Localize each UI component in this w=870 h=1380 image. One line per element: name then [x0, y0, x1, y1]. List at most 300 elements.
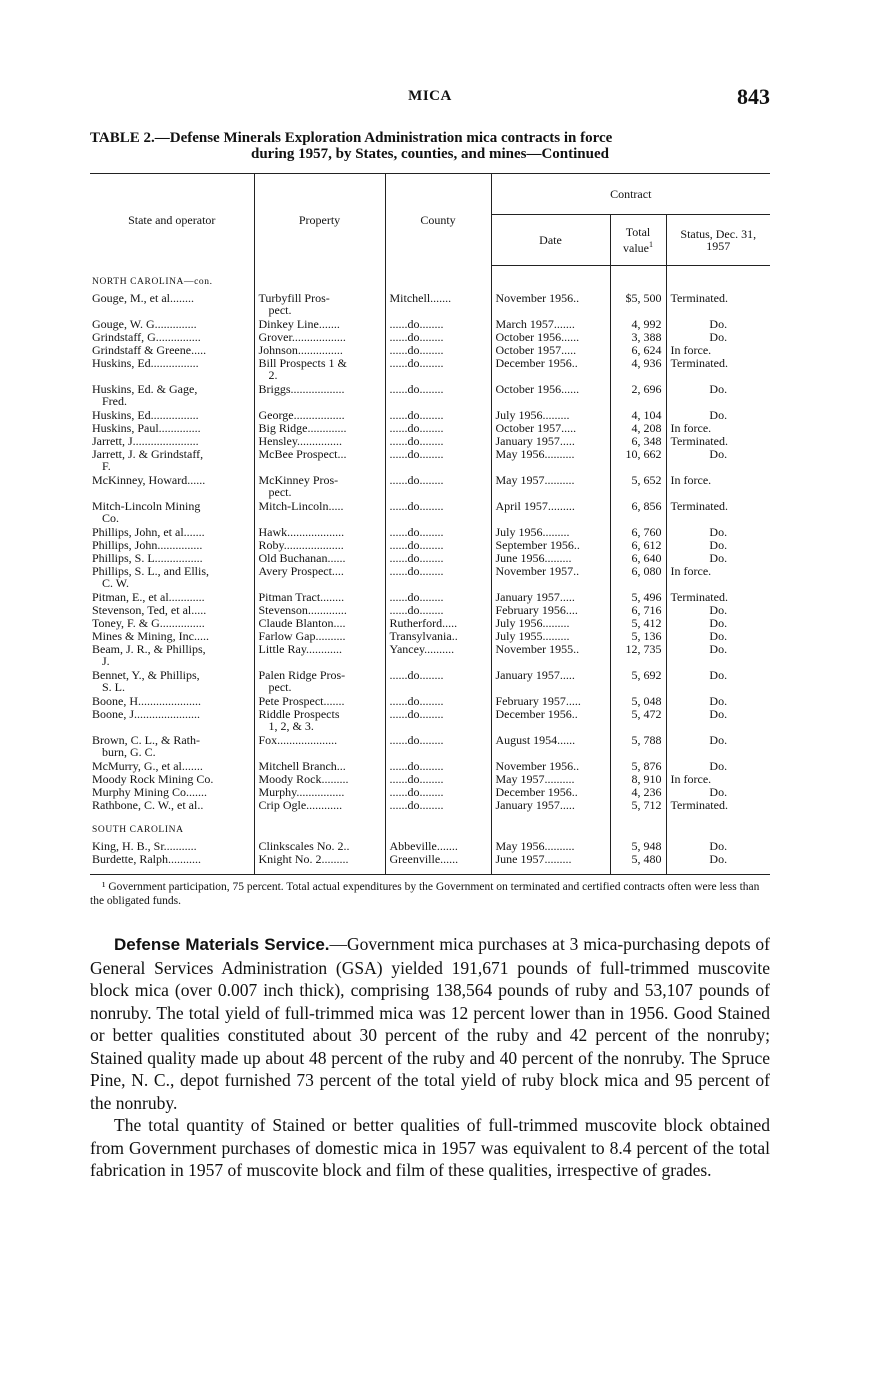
- caption-line-1: TABLE 2.—Defense Minerals Exploration Administration mica contracts in force: [90, 130, 613, 146]
- cell-county: ......do........: [385, 526, 491, 539]
- cell-total-value: 4, 992: [610, 318, 666, 331]
- cell-date: October 1957.....: [491, 422, 610, 435]
- cell-status: Do.: [666, 409, 770, 422]
- cell-date: June 1957.........: [491, 853, 610, 866]
- cell-operator: [90, 773, 254, 786]
- header-property: Property: [254, 174, 385, 266]
- cell-total-value: 6, 624: [610, 344, 666, 357]
- cell-county: Rutherford.....: [385, 617, 491, 630]
- cell-operator: [90, 552, 254, 565]
- cell-county: ......do........: [385, 331, 491, 344]
- table-row: [90, 526, 770, 539]
- cell-total-value: 6, 080: [610, 565, 666, 591]
- cell-property: [254, 344, 385, 357]
- running-title: MICA: [408, 88, 452, 104]
- table-row: [90, 409, 770, 422]
- cell-property: [254, 760, 385, 773]
- header-total-value-label: Total value: [623, 225, 651, 255]
- cell-county: Yancey..........: [385, 643, 491, 669]
- cell-operator: [90, 435, 254, 448]
- operator-name: Murphy Mining Co.......: [92, 786, 208, 799]
- cell-county: ......do........: [385, 357, 491, 383]
- cell-total-value: 5, 948: [610, 840, 666, 853]
- state-label-south-carolina: SOUTH CAROLINA: [92, 825, 184, 835]
- header-contract: Contract: [491, 174, 770, 215]
- property-name: George.................: [258, 409, 345, 422]
- cell-county: ......do........: [385, 435, 491, 448]
- cell-operator: [90, 292, 254, 318]
- cell-date: July 1956.........: [491, 617, 610, 630]
- property-name: Pete Prospect.......: [258, 695, 345, 708]
- cell-total-value: 5, 496: [610, 591, 666, 604]
- cell-operator: [90, 708, 254, 734]
- cell-property: [254, 773, 385, 786]
- property-name: Palen Ridge Pros-: [258, 669, 346, 682]
- operator-name: Phillips, John...............: [92, 539, 203, 552]
- cell-operator: [90, 357, 254, 383]
- cell-county: ......do........: [385, 695, 491, 708]
- operator-name: Beam, J. R., & Phillips,: [92, 643, 206, 656]
- table-row: [90, 734, 770, 760]
- cell-operator: [90, 526, 254, 539]
- table-row: [90, 448, 770, 474]
- cell-county: ......do........: [385, 344, 491, 357]
- operator-name: Brown, C. L., & Rath-: [92, 734, 200, 747]
- cell-county: ......do........: [385, 799, 491, 812]
- property-name: Grover..................: [258, 331, 346, 344]
- cell-property: [254, 552, 385, 565]
- header-date: Date: [491, 215, 610, 266]
- cell-county: ......do........: [385, 409, 491, 422]
- cell-total-value: 4, 236: [610, 786, 666, 799]
- property-name: Old Buchanan......: [258, 552, 346, 565]
- cell-status: Do.: [666, 695, 770, 708]
- cell-property: [254, 500, 385, 526]
- cell-status: Terminated.: [666, 357, 770, 383]
- operator-name-continued: S. L.: [102, 680, 126, 695]
- cell-operator: [90, 474, 254, 500]
- cell-status: Do.: [666, 383, 770, 409]
- cell-status: In force.: [666, 565, 770, 591]
- cell-date: May 1956..........: [491, 840, 610, 853]
- table-row: [90, 292, 770, 318]
- running-header: [90, 84, 770, 110]
- table-row: [90, 617, 770, 630]
- cell-date: October 1956......: [491, 383, 610, 409]
- property-name: Pitman Tract........: [258, 591, 345, 604]
- property-name: Stevenson.............: [258, 604, 347, 617]
- operator-name-continued: C. W.: [102, 576, 130, 591]
- operator-name: King, H. B., Sr...........: [92, 840, 197, 853]
- footnote-text: ¹ Government participation, 75 percent. Total actual expenditures by the Government on terminated and certified contracts often were less than the obligated funds.: [90, 881, 760, 907]
- cell-county: ......do........: [385, 500, 491, 526]
- cell-total-value: 5, 136: [610, 630, 666, 643]
- cell-status: In force.: [666, 422, 770, 435]
- cell-status: Do.: [666, 643, 770, 669]
- state-row-north-carolina: [90, 274, 770, 292]
- property-name: Dinkey Line.......: [258, 318, 340, 331]
- cell-date: May 1956..........: [491, 448, 610, 474]
- cell-date: July 1956.........: [491, 526, 610, 539]
- paragraph-1-text: —Government mica purchases at 3 mica-purchasing depots of General Services Administration (GSA) yielded 191,671 pounds of full-trimmed muscovite block mica (over 0.007 inch thick), comprising 138,564 pounds of ruby and 53,107 pounds of nonruby. The total yield of full-trimmed mica was 12 percent lower than in 1956. Good Stained or better qualities constituted about 30 percent of the ruby and 42 percent of the nonruby; Stained quality made up about 48 percent of the ruby and 40 percent of the nonruby. The Spruce Pine, N. C., depot furnished 73 percent of the total yield of ruby block mica and 95 percent of the nonruby.: [90, 934, 770, 1113]
- property-name: Riddle Prospects: [258, 708, 340, 721]
- property-name: Avery Prospect....: [258, 565, 344, 578]
- cell-property: [254, 435, 385, 448]
- cell-date: June 1956.........: [491, 552, 610, 565]
- header-total-value: [610, 215, 666, 266]
- cell-operator: [90, 344, 254, 357]
- cell-operator: [90, 695, 254, 708]
- cell-property: [254, 591, 385, 604]
- cell-operator: [90, 409, 254, 422]
- property-name-continued: pect.: [268, 485, 292, 500]
- cell-property: [254, 708, 385, 734]
- cell-status: Terminated.: [666, 292, 770, 318]
- cell-status: Do.: [666, 539, 770, 552]
- cell-operator: [90, 318, 254, 331]
- cell-county: ......do........: [385, 565, 491, 591]
- cell-total-value: 5, 048: [610, 695, 666, 708]
- cell-status: Do.: [666, 630, 770, 643]
- cell-date: November 1955..: [491, 643, 610, 669]
- property-name: Claude Blanton....: [258, 617, 346, 630]
- property-name: Mitchell Branch...: [258, 760, 346, 773]
- cell-county: ......do........: [385, 734, 491, 760]
- cell-status: Terminated.: [666, 799, 770, 812]
- cell-status: Do.: [666, 840, 770, 853]
- header-status: Status, Dec. 31, 1957: [666, 215, 770, 266]
- cell-total-value: 2, 696: [610, 383, 666, 409]
- property-name: Hawk...................: [258, 526, 345, 539]
- cell-property: [254, 786, 385, 799]
- table-row: [90, 669, 770, 695]
- cell-operator: [90, 669, 254, 695]
- cell-operator: [90, 840, 254, 853]
- operator-name: Jarrett, J. & Grindstaff,: [92, 448, 204, 461]
- cell-total-value: 4, 104: [610, 409, 666, 422]
- operator-name: Mines & Mining, Inc.....: [92, 630, 209, 643]
- cell-operator: [90, 422, 254, 435]
- cell-county: ......do........: [385, 383, 491, 409]
- property-name: Little Ray............: [258, 643, 343, 656]
- table-row: [90, 853, 770, 866]
- cell-operator: [90, 799, 254, 812]
- operator-name: Phillips, S. L., and Ellis,: [92, 565, 210, 578]
- cell-property: [254, 799, 385, 812]
- header-state-operator: State and operator: [90, 174, 254, 266]
- operator-name-continued: F.: [102, 459, 111, 474]
- cell-date: February 1956....: [491, 604, 610, 617]
- cell-property: [254, 448, 385, 474]
- cell-operator: [90, 617, 254, 630]
- cell-property: [254, 422, 385, 435]
- cell-county: ......do........: [385, 708, 491, 734]
- cell-total-value: 5, 480: [610, 853, 666, 866]
- property-name: McBee Prospect...: [258, 448, 347, 461]
- cell-operator: [90, 630, 254, 643]
- cell-date: January 1957.....: [491, 435, 610, 448]
- operator-name: Gouge, W. G..............: [92, 318, 197, 331]
- cell-county: ......do........: [385, 448, 491, 474]
- table-row: [90, 630, 770, 643]
- cell-status: Do.: [666, 760, 770, 773]
- cell-total-value: 12, 735: [610, 643, 666, 669]
- cell-county: ......do........: [385, 760, 491, 773]
- table-row: [90, 344, 770, 357]
- cell-total-value: 8, 910: [610, 773, 666, 786]
- operator-name: Pitman, E., et al............: [92, 591, 205, 604]
- cell-county: ......do........: [385, 591, 491, 604]
- operator-name: Gouge, M., et al........: [92, 292, 194, 305]
- operator-name: Boone, J......................: [92, 708, 200, 721]
- cell-status: Do.: [666, 526, 770, 539]
- cell-county: ......do........: [385, 773, 491, 786]
- cell-date: September 1956..: [491, 539, 610, 552]
- paragraph-defense-materials-service: [90, 933, 770, 1114]
- cell-status: Do.: [666, 604, 770, 617]
- cell-property: [254, 409, 385, 422]
- cell-date: August 1954......: [491, 734, 610, 760]
- table-row: [90, 604, 770, 617]
- body-text: [90, 933, 770, 1182]
- cell-county: ......do........: [385, 318, 491, 331]
- cell-status: Do.: [666, 331, 770, 344]
- operator-name: Huskins, Ed................: [92, 409, 199, 422]
- cell-status: Do.: [666, 669, 770, 695]
- operator-name: McMurry, G., et al.......: [92, 760, 203, 773]
- operator-name: Grindstaff, G...............: [92, 331, 201, 344]
- cell-status: Do.: [666, 786, 770, 799]
- table-row: [90, 708, 770, 734]
- cell-county: ......do........: [385, 669, 491, 695]
- cell-county: ......do........: [385, 422, 491, 435]
- mica-contracts-table: [90, 173, 770, 875]
- cell-total-value: 4, 936: [610, 357, 666, 383]
- table-row: [90, 643, 770, 669]
- operator-name: Stevenson, Ted, et al.....: [92, 604, 207, 617]
- cell-operator: [90, 643, 254, 669]
- table-caption: [90, 130, 770, 162]
- cell-date: March 1957.......: [491, 318, 610, 331]
- header-county: County: [385, 174, 491, 266]
- property-name: Moody Rock.........: [258, 773, 349, 786]
- cell-status: Terminated.: [666, 500, 770, 526]
- cell-operator: [90, 500, 254, 526]
- cell-county: ......do........: [385, 786, 491, 799]
- property-name: Crip Ogle............: [258, 799, 343, 812]
- cell-property: [254, 734, 385, 760]
- table-row: [90, 500, 770, 526]
- property-name: Johnson...............: [258, 344, 343, 357]
- property-name: Knight No. 2.........: [258, 853, 349, 866]
- cell-total-value: 10, 662: [610, 448, 666, 474]
- operator-name: Huskins, Ed................: [92, 357, 199, 370]
- cell-property: [254, 669, 385, 695]
- cell-total-value: 6, 348: [610, 435, 666, 448]
- operator-name: Phillips, John, et al.......: [92, 526, 205, 539]
- operator-name: Mitch-Lincoln Mining: [92, 500, 201, 513]
- page-number: 843: [737, 84, 770, 109]
- cell-date: December 1956..: [491, 708, 610, 734]
- operator-name: Rathbone, C. W., et al..: [92, 799, 204, 812]
- cell-property: [254, 357, 385, 383]
- operator-name: Jarrett, J......................: [92, 435, 199, 448]
- property-name: Turbyfill Pros-: [258, 292, 330, 305]
- property-name: Farlow Gap..........: [258, 630, 346, 643]
- header-total-value-footnote-mark: 1: [649, 239, 653, 249]
- cell-date: January 1957.....: [491, 591, 610, 604]
- cell-county: Abbeville.......: [385, 840, 491, 853]
- cell-total-value: 5, 652: [610, 474, 666, 500]
- table-row: [90, 591, 770, 604]
- table-row: [90, 539, 770, 552]
- table-row: [90, 565, 770, 591]
- cell-date: November 1956..: [491, 292, 610, 318]
- table-row: [90, 773, 770, 786]
- cell-county: Greenville......: [385, 853, 491, 866]
- cell-total-value: 3, 388: [610, 331, 666, 344]
- cell-county: ......do........: [385, 474, 491, 500]
- cell-total-value: 6, 640: [610, 552, 666, 565]
- state-row-south-carolina: [90, 822, 770, 840]
- property-name: Big Ridge.............: [258, 422, 347, 435]
- property-name: Roby....................: [258, 539, 344, 552]
- operator-name-continued: Co.: [102, 511, 120, 526]
- cell-property: [254, 695, 385, 708]
- cell-operator: [90, 383, 254, 409]
- cell-date: July 1956.........: [491, 409, 610, 422]
- operator-name: Grindstaff & Greene.....: [92, 344, 207, 357]
- cell-status: Do.: [666, 853, 770, 866]
- table-row: [90, 799, 770, 812]
- property-name: Briggs..................: [258, 383, 345, 396]
- cell-date: February 1957.....: [491, 695, 610, 708]
- table-row: [90, 331, 770, 344]
- cell-property: [254, 565, 385, 591]
- cell-operator: [90, 539, 254, 552]
- property-name: McKinney Pros-: [258, 474, 339, 487]
- property-name-continued: 2.: [268, 368, 278, 383]
- cell-property: [254, 853, 385, 866]
- cell-total-value: 6, 856: [610, 500, 666, 526]
- cell-status: In force.: [666, 773, 770, 786]
- cell-total-value: 5, 412: [610, 617, 666, 630]
- cell-date: December 1956..: [491, 786, 610, 799]
- cell-operator: [90, 853, 254, 866]
- cell-total-value: 5, 788: [610, 734, 666, 760]
- paragraph-2: The total quantity of Stained or better qualities of full-trimmed muscovite block obtained from Government purchases of domestic mica in 1957 was equivalent to 8.4 percent of the total fabrication in 1957 of muscovite block and film of these qualities, irrespective of grades.: [90, 1115, 770, 1180]
- operator-name: Bennet, Y., & Phillips,: [92, 669, 200, 682]
- cell-date: April 1957.........: [491, 500, 610, 526]
- property-name-continued: pect.: [268, 680, 292, 695]
- cell-total-value: 5, 472: [610, 708, 666, 734]
- cell-property: [254, 383, 385, 409]
- cell-property: [254, 617, 385, 630]
- cell-status: Terminated.: [666, 591, 770, 604]
- table-row: [90, 318, 770, 331]
- cell-operator: [90, 760, 254, 773]
- paragraph-lead: Defense Materials Service.: [114, 935, 330, 954]
- cell-property: [254, 526, 385, 539]
- operator-name: Burdette, Ralph...........: [92, 853, 201, 866]
- property-name: Hensley...............: [258, 435, 343, 448]
- operator-name-continued: J.: [102, 654, 110, 669]
- cell-property: [254, 604, 385, 617]
- cell-county: Mitchell.......: [385, 292, 491, 318]
- cell-total-value: 5, 692: [610, 669, 666, 695]
- table-row: [90, 357, 770, 383]
- table-row: [90, 552, 770, 565]
- cell-date: May 1957..........: [491, 773, 610, 786]
- table-row: [90, 422, 770, 435]
- cell-date: December 1956..: [491, 357, 610, 383]
- operator-name-continued: burn, G. C.: [102, 745, 156, 760]
- property-name-continued: pect.: [268, 303, 292, 318]
- property-name: Murphy................: [258, 786, 345, 799]
- cell-date: May 1957..........: [491, 474, 610, 500]
- table-row: [90, 695, 770, 708]
- caption-line-2: during 1957, by States, counties, and mines—Continued: [251, 146, 609, 162]
- cell-property: [254, 840, 385, 853]
- cell-property: [254, 318, 385, 331]
- table-row: [90, 760, 770, 773]
- cell-total-value: 5, 876: [610, 760, 666, 773]
- operator-name: McKinney, Howard......: [92, 474, 206, 487]
- cell-status: Terminated.: [666, 435, 770, 448]
- cell-county: ......do........: [385, 539, 491, 552]
- cell-status: In force.: [666, 344, 770, 357]
- property-name-continued: 1, 2, & 3.: [268, 719, 314, 734]
- table-row: [90, 383, 770, 409]
- property-name: Fox....................: [258, 734, 338, 747]
- property-name: Mitch-Lincoln.....: [258, 500, 344, 513]
- property-name: Clinkscales No. 2..: [258, 840, 350, 853]
- cell-operator: [90, 331, 254, 344]
- cell-county: ......do........: [385, 604, 491, 617]
- cell-operator: [90, 591, 254, 604]
- cell-date: January 1957.....: [491, 799, 610, 812]
- operator-name-continued: Fred.: [102, 394, 127, 409]
- operator-name: Huskins, Ed. & Gage,: [92, 383, 198, 396]
- cell-property: [254, 292, 385, 318]
- cell-operator: [90, 734, 254, 760]
- cell-date: October 1957.....: [491, 344, 610, 357]
- cell-property: [254, 630, 385, 643]
- operator-name: Boone, H.....................: [92, 695, 201, 708]
- cell-status: Do.: [666, 617, 770, 630]
- cell-property: [254, 643, 385, 669]
- cell-date: November 1956..: [491, 760, 610, 773]
- operator-name: Toney, F. & G...............: [92, 617, 205, 630]
- table-row: [90, 435, 770, 448]
- cell-status: Do.: [666, 552, 770, 565]
- cell-county: Transylvania..: [385, 630, 491, 643]
- cell-date: July 1955.........: [491, 630, 610, 643]
- cell-status: Do.: [666, 734, 770, 760]
- cell-date: November 1957..: [491, 565, 610, 591]
- state-label-north-carolina: NORTH CAROLINA—con.: [92, 277, 213, 287]
- cell-total-value: 6, 612: [610, 539, 666, 552]
- cell-county: ......do........: [385, 552, 491, 565]
- table-row: [90, 786, 770, 799]
- cell-total-value: 6, 760: [610, 526, 666, 539]
- operator-name: Phillips, S. L................: [92, 552, 203, 565]
- cell-total-value: $5, 500: [610, 292, 666, 318]
- cell-status: In force.: [666, 474, 770, 500]
- cell-operator: [90, 786, 254, 799]
- cell-property: [254, 474, 385, 500]
- cell-operator: [90, 604, 254, 617]
